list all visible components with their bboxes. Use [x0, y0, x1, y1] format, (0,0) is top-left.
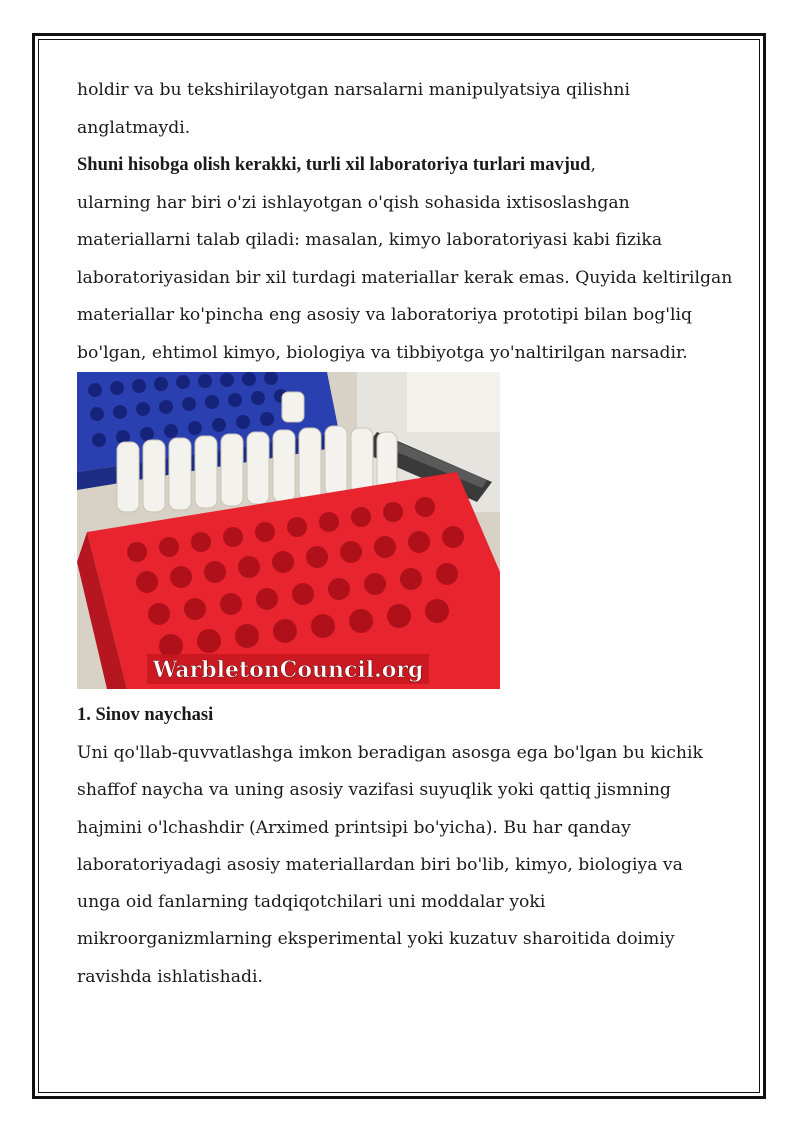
text-line: Uni qo'llab-quvvatlashga imkon beradigan asosga ega bo'lgan bu kichik: [77, 743, 703, 763]
text-line: anglatmaydi.: [77, 117, 191, 138]
text-line: holdir va bu tekshirilayotgan narsalarni manipulyatsiya qilishni: [77, 80, 630, 100]
lead-comma: ,: [590, 155, 596, 175]
text-line: laboratoriyasidan bir xil turdagi materiallar kerak emas. Quyida keltirilgan: [77, 267, 733, 288]
text-line: [77, 147, 737, 185]
photo-illustration: [77, 372, 500, 689]
text-line: laboratoriyadagi asosiy materiallardan biri bo'lib, kimyo, biologiya va: [77, 854, 683, 875]
lab-tube-rack-photo: [77, 372, 500, 689]
text-line: materiallar ko'pincha eng asosiy va laboratoriya prototipi bilan bog'liq: [77, 305, 692, 325]
paragraph-lab-types: [77, 147, 737, 372]
text-line: mikroorganizmlarning eksperimental yoki kuzatuv sharoitida doimiy: [77, 929, 675, 950]
watermark-text: WarbletonCouncil.org: [152, 657, 424, 683]
text-line: materiallarni talab qiladi: masalan, kimyo laboratoriyasi kabi fizika: [77, 230, 663, 250]
text-line: shaffof naycha va uning asosiy vazifasi suyuqlik yoki qattiq jismning: [77, 780, 671, 801]
text-line: unga oid fanlarning tadqiqotchilari uni moddalar yoki: [77, 892, 546, 913]
paragraph-continuation: [77, 72, 737, 147]
text-line: bo'lgan, ehtimol kimyo, biologiya va tibbiyotga yo'naltirilgan narsadir.: [77, 342, 688, 363]
body-text: [77, 72, 737, 372]
section-heading-test-tube: 1. Sinov naychasi: [77, 705, 214, 725]
text-line: hajmini o'lchashdir (Arximed printsipi bo'yicha). Bu har qanday: [77, 817, 631, 838]
text-line: ularning har biri o'zi ishlayotgan o'qish sohasida ixtisoslashgan: [77, 192, 630, 213]
bold-lead-sentence: Shuni hisobga olish kerakki, turli xil laboratoriya turlari mavjud: [77, 155, 591, 175]
text-line: ravishda ishlatishadi.: [77, 966, 263, 987]
section-body-test-tube: [77, 735, 737, 996]
